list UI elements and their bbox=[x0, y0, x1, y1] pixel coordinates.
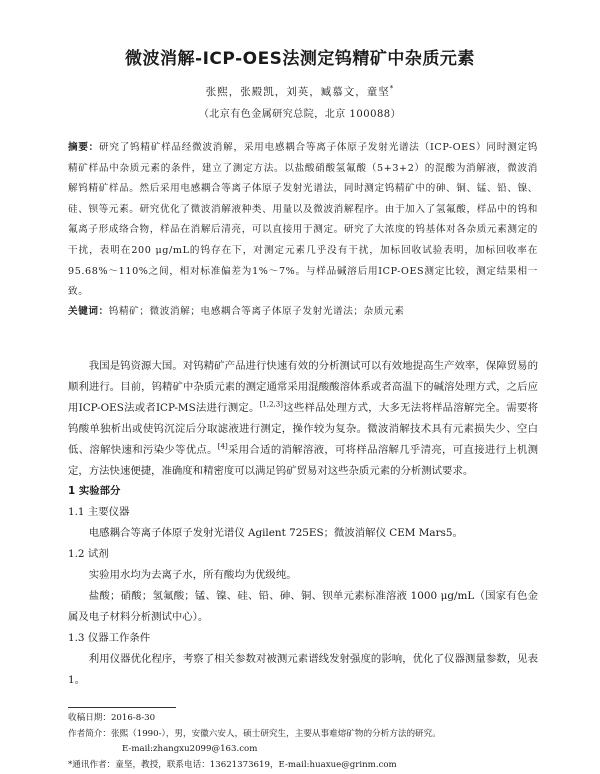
abstract-label: 摘要： bbox=[68, 142, 100, 153]
authors-text: 张熙，张殿凯，刘英，臧慕文，童坚 bbox=[205, 86, 390, 98]
abstract-text: 研究了钨精矿样品经微波消解，采用电感耦合等离子体原子发射光谱法（ICP-OES）同时测定钨精矿样品中杂质元素的条件，建立了测定方法。以盐酸硝酸氢氟酸（5+3+2）的混酸为消解液，微波消解钨精矿样品。然后采用电感耦合等离子体原子发射光谱法，同时测定钨精矿中的砷、铜、锰、铅、镍、硅、钡等元素。研究优化了微波消解液种类、用量以及微波消解程序。由于加入了氢氟酸，样品中的钨和氟离子形成络合物，样品在消解后清亮，可以直接用于测定。研究了大浓度的钨基体对各杂质元素测定的干扰，表明在200 μg/mL的钨存在下，对测定元素几乎没有干扰，加标回收试验表明，加标回收率在95.68%～110%之间，相对标准偏差为1%～7%。与样品碱溶后用ICP-OES测定比较，测定结果相一致。 bbox=[68, 142, 538, 298]
body-text bbox=[68, 356, 538, 691]
reagents-paragraph-2: 盐酸；硝酸；氢氟酸；锰、镍、硅、铅、砷、铜、钡单元素标准溶液 1000 μg/mL（国家有色金属及电子材料分析测试中心）。 bbox=[68, 589, 538, 623]
intro-paragraph bbox=[68, 356, 538, 481]
footnotes bbox=[68, 711, 548, 773]
paper-title: 微波消解-ICP-OES法测定钨精矿中杂质元素 bbox=[125, 49, 475, 69]
citation-ref-2: [4] bbox=[217, 442, 228, 451]
subsection-heading-conditions: 1.3 仪器工作条件 bbox=[68, 631, 151, 644]
keywords-text: 钨精矿；微波消解；电感耦合等离子体原子发射光谱法；杂质元素 bbox=[108, 306, 405, 317]
corresponding-mark: * bbox=[389, 84, 395, 93]
section-heading-experimental: 1 实验部分 bbox=[68, 485, 121, 498]
corresponding-author: *通讯作者：童坚，教授，联系电话：13621373619，E-mail:huaxue@grinm.com bbox=[68, 759, 397, 770]
reagents-paragraph-1: 实验用水均为去离子水，所有酸均为优级纯。 bbox=[88, 569, 297, 582]
footnote-divider bbox=[68, 707, 176, 708]
received-date: 收稿日期：2016-8-30 bbox=[68, 713, 156, 723]
intro-text-1: 我国是钨资源大国。对钨精矿产品进行快速有效的分析测试可以有效地提高生产效率，保障贸易的顺利进行。目前，钨精矿中杂质元素的测定通常采用混酸酸溶体系或者高温下的碱溶处理方式，之后应用ICP-OES法或者ICP-MS法进行测定。 bbox=[68, 360, 538, 414]
affiliation: （北京有色金属研究总院，北京 100088） bbox=[198, 109, 402, 120]
instruments-paragraph: 电感耦合等离子体原子发射光谱仪 Agilent 725ES；微波消解仪 CEM Mars5。 bbox=[88, 527, 463, 540]
keywords-label: 关键词： bbox=[68, 306, 109, 317]
keywords bbox=[68, 304, 538, 320]
conditions-paragraph: 利用仪器优化程序，考察了相关参数对被测元素谱线发射强度的影响，优化了仪器测量参数，见表1。 bbox=[68, 652, 538, 686]
subsection-heading-instruments: 1.1 主要仪器 bbox=[68, 506, 130, 519]
citation-ref: [1,2,3] bbox=[259, 400, 283, 409]
intro-text-3: 采用合适的消解溶液，可将样品溶解几乎清亮，可直接进行上机测定，方法快速便捷，准确度和精密度可以满足钨矿贸易对这些杂质元素的分析测试要求。 bbox=[68, 443, 539, 477]
abstract bbox=[68, 138, 538, 303]
author-bio: 作者简介：张熙（1990-），男，安徽六安人，硕士研究生，主要从事难熔矿物的分析方法的研究。 bbox=[68, 728, 441, 739]
author-email: E-mail:zhangxu2099@163.com bbox=[122, 744, 258, 755]
intro-text-2: 这些样品处理方式，大多无法将样品溶解完全。需要将钨酸单独析出或使钨沉淀后分取滤液进行测定，操作较为复杂。微波消解技术具有元素损失少、空白低、溶解快速和污染少等优点。 bbox=[68, 401, 538, 456]
subsection-heading-reagents: 1.2 试剂 bbox=[68, 548, 109, 561]
author-list bbox=[0, 84, 600, 99]
